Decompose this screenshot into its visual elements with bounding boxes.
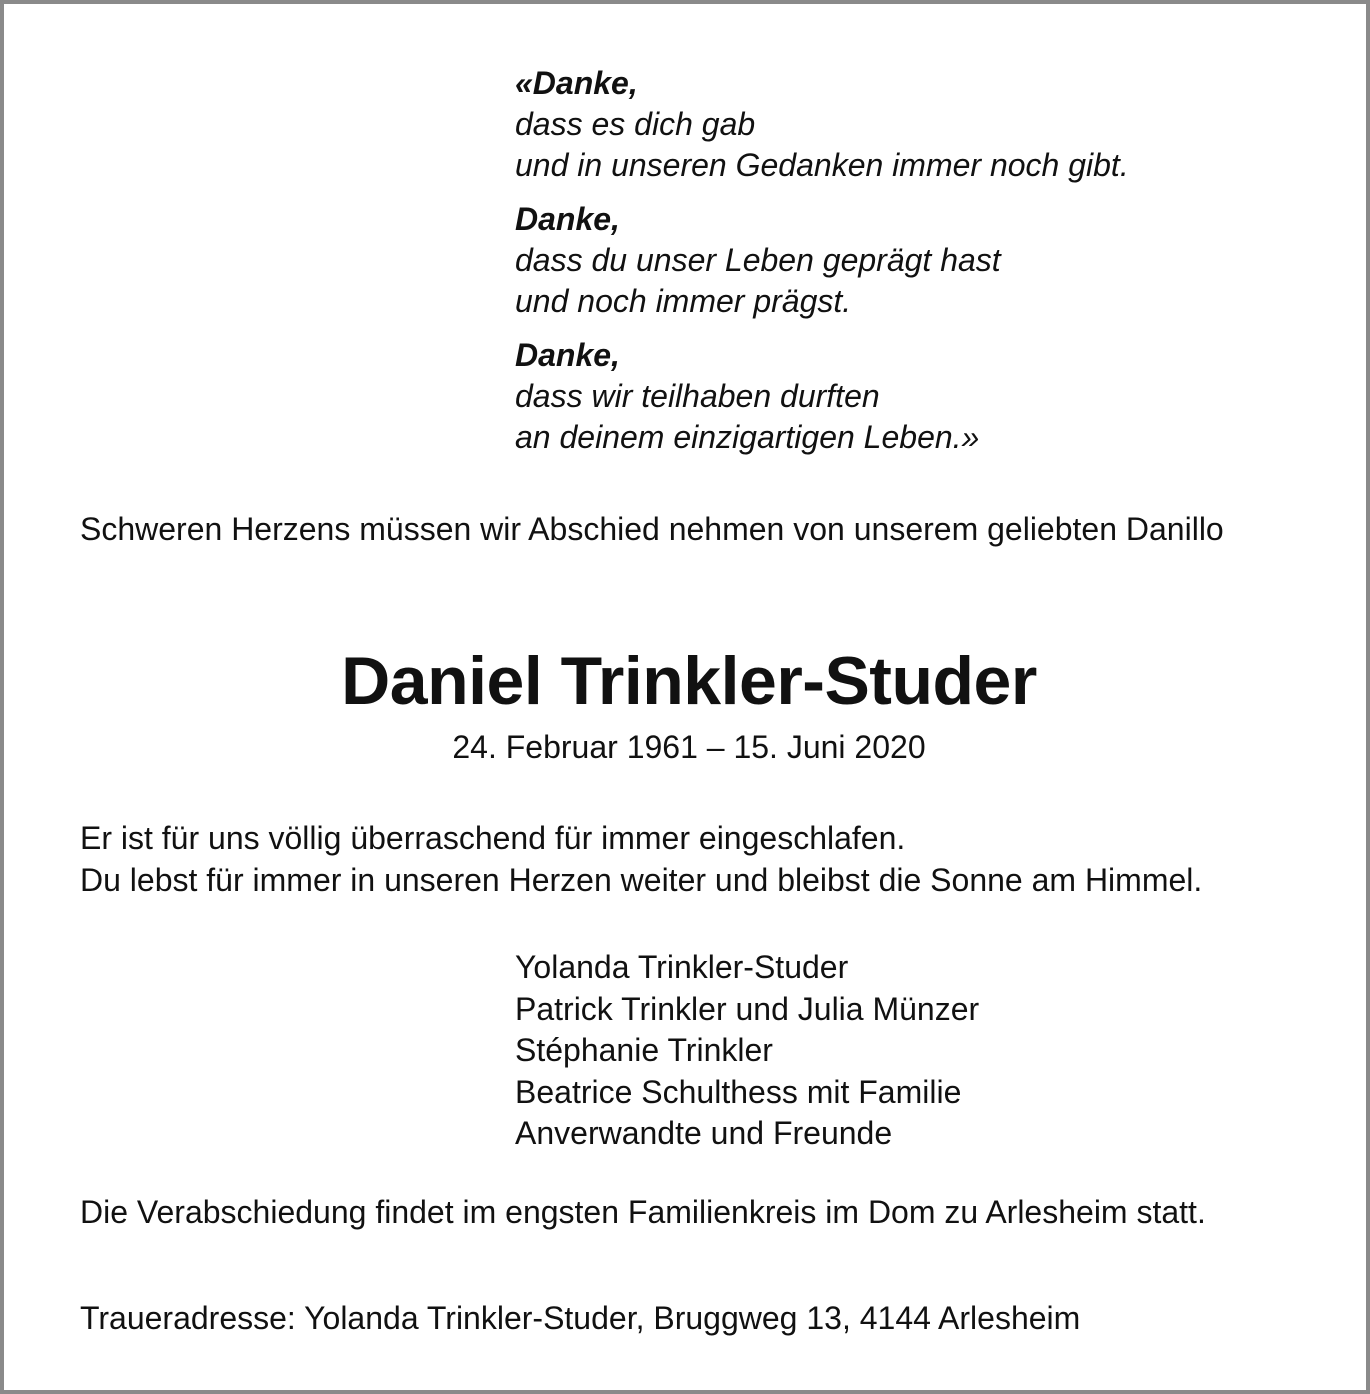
poem-line: dass es dich gab <box>515 106 756 142</box>
poem-line: und in unseren Gedanken immer noch gibt. <box>515 147 1129 183</box>
mourner: Yolanda Trinkler-Studer <box>515 949 849 985</box>
poem-stanza <box>515 199 1129 322</box>
mourning-address: Traueradresse: Yolanda Trinkler-Studer, Bruggweg 13, 4144 Arlesheim <box>80 1300 1081 1336</box>
poem-danke: Danke, <box>515 337 620 373</box>
mourner: Anverwandte und Freunde <box>515 1115 893 1151</box>
mourner: Patrick Trinkler und Julia Münzer <box>515 990 980 1027</box>
life-dates: 24. Februar 1961 – 15. Juni 2020 <box>452 729 926 765</box>
poem-line: dass du unser Leben geprägt hast <box>515 242 1001 278</box>
poem <box>515 63 1129 471</box>
mourners-list <box>515 947 979 1155</box>
mourner: Beatrice Schulthess mit Familie <box>515 1073 962 1110</box>
message-line: Er ist für uns völlig überraschend für immer eingeschlafen. <box>80 820 906 856</box>
poem-line: dass wir teilhaben durften <box>515 378 880 414</box>
poem-danke: Danke, <box>515 201 620 237</box>
deceased-name: Daniel Trinkler-Studer <box>341 643 1037 719</box>
message-line: Du lebst für immer in unseren Herzen weiter und bleibst die Sonne am Himmel. <box>80 862 1203 898</box>
mourner: Stéphanie Trinkler <box>515 1032 773 1068</box>
poem-line: und noch immer prägst. <box>515 283 852 319</box>
poem-stanza <box>515 335 1129 458</box>
poem-danke: «Danke, <box>515 65 638 101</box>
poem-line: an deinem einzigartigen Leben.» <box>515 419 980 455</box>
farewell-text: Die Verabschiedung findet im engsten Familienkreis im Dom zu Arlesheim statt. <box>80 1194 1206 1230</box>
poem-stanza <box>515 63 1129 186</box>
intro-text: Schweren Herzens müssen wir Abschied nehmen von unserem geliebten Danillo <box>80 511 1224 547</box>
